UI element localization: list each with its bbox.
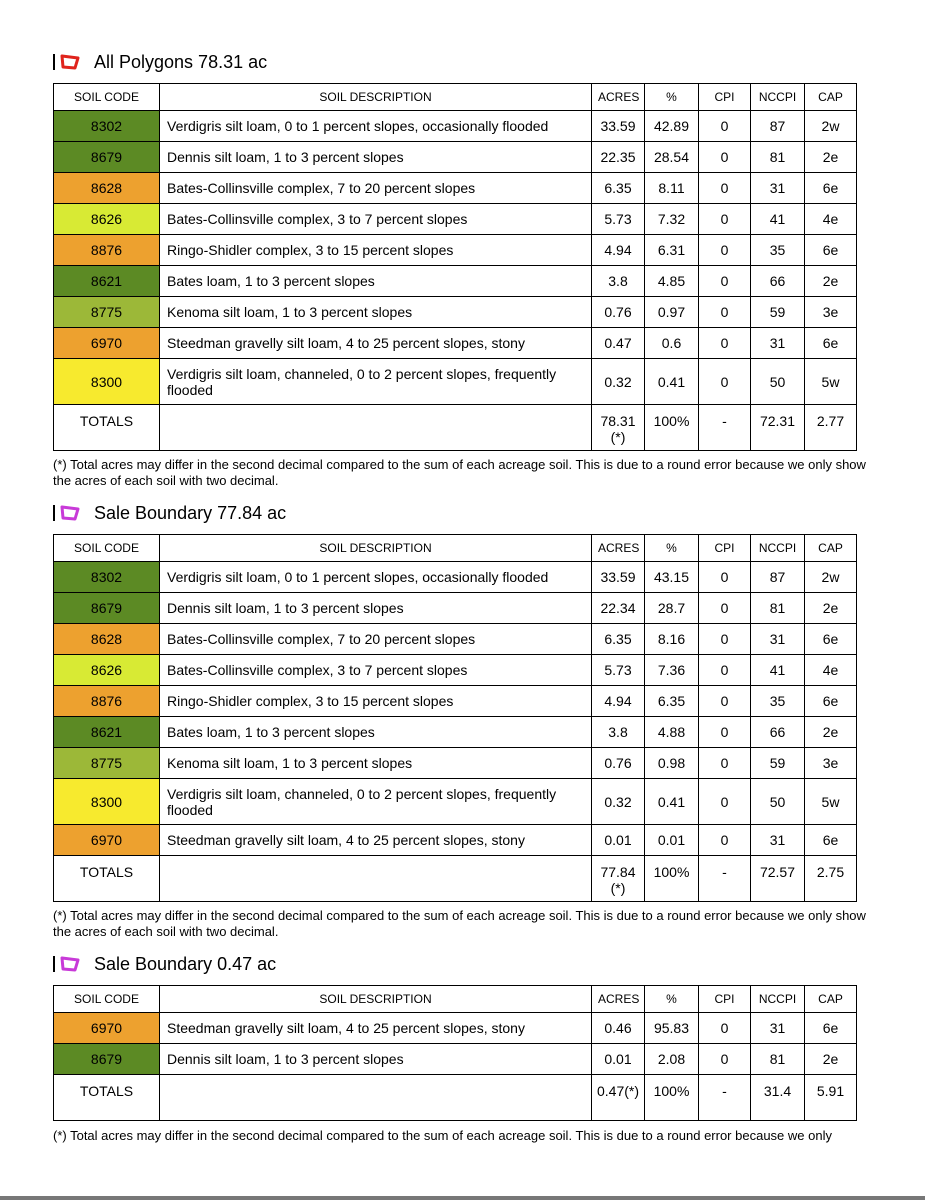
- soil-code-cell: 8628: [54, 173, 160, 204]
- soil-description-cell: Dennis silt loam, 1 to 3 percent slopes: [160, 593, 592, 624]
- percent-cell: 0.98: [645, 748, 699, 779]
- nccpi-cell: 87: [751, 562, 805, 593]
- totals-label: TOTALS: [54, 405, 160, 451]
- soil-description-cell: Kenoma silt loam, 1 to 3 percent slopes: [160, 748, 592, 779]
- nccpi-cell: 66: [751, 717, 805, 748]
- header-cpi: CPI: [699, 986, 751, 1013]
- percent-cell: 8.11: [645, 173, 699, 204]
- soil-code-cell: 8621: [54, 266, 160, 297]
- cpi-cell: 0: [699, 593, 751, 624]
- polygon-magenta-icon: [60, 956, 80, 972]
- acres-cell: 3.8: [592, 266, 645, 297]
- cpi-cell: 0: [699, 686, 751, 717]
- cpi-cell: 0: [699, 1013, 751, 1044]
- percent-cell: 0.41: [645, 359, 699, 405]
- title-bar-divider: [53, 54, 55, 70]
- table-row: [54, 142, 857, 173]
- totals-cpi: -: [699, 405, 751, 451]
- soil-description-cell: Steedman gravelly silt loam, 4 to 25 percent slopes, stony: [160, 825, 592, 856]
- nccpi-cell: 81: [751, 142, 805, 173]
- acres-cell: 0.32: [592, 779, 645, 825]
- nccpi-cell: 87: [751, 111, 805, 142]
- cpi-cell: 0: [699, 655, 751, 686]
- soil-description-cell: Steedman gravelly silt loam, 4 to 25 percent slopes, stony: [160, 1013, 592, 1044]
- table-row: [54, 111, 857, 142]
- header-acres: ACRES: [592, 84, 645, 111]
- cap-cell: 3e: [805, 748, 857, 779]
- percent-cell: 0.01: [645, 825, 699, 856]
- header-cap: CAP: [805, 535, 857, 562]
- totals-row: [54, 856, 857, 902]
- cap-cell: 6e: [805, 1013, 857, 1044]
- soil-description-cell: Bates-Collinsville complex, 3 to 7 percent slopes: [160, 655, 592, 686]
- cpi-cell: 0: [699, 266, 751, 297]
- nccpi-cell: 31: [751, 825, 805, 856]
- acres-cell: 0.76: [592, 748, 645, 779]
- soil-description-cell: Bates-Collinsville complex, 3 to 7 percent slopes: [160, 204, 592, 235]
- nccpi-cell: 31: [751, 173, 805, 204]
- cap-cell: 6e: [805, 328, 857, 359]
- acres-cell: 0.46: [592, 1013, 645, 1044]
- soil-description-cell: Kenoma silt loam, 1 to 3 percent slopes: [160, 297, 592, 328]
- soil-description-cell: Verdigris silt loam, channeled, 0 to 2 percent slopes, frequently flooded: [160, 779, 592, 825]
- header-cpi: CPI: [699, 84, 751, 111]
- nccpi-cell: 50: [751, 359, 805, 405]
- totals-percent: 100%: [645, 1075, 699, 1121]
- cap-cell: 6e: [805, 686, 857, 717]
- title-bar-divider: [53, 505, 55, 521]
- acres-cell: 0.01: [592, 1044, 645, 1075]
- cap-cell: 2w: [805, 111, 857, 142]
- header-soil-description: SOIL DESCRIPTION: [160, 535, 592, 562]
- totals-cpi: -: [699, 1075, 751, 1121]
- soil-code-cell: 6970: [54, 825, 160, 856]
- soil-code-cell: 8302: [54, 111, 160, 142]
- totals-percent: 100%: [645, 856, 699, 902]
- header-nccpi: NCCPI: [751, 84, 805, 111]
- cap-cell: 2w: [805, 562, 857, 593]
- acres-cell: 0.47: [592, 328, 645, 359]
- table-row: [54, 266, 857, 297]
- percent-cell: 8.16: [645, 624, 699, 655]
- soil-code-cell: 6970: [54, 1013, 160, 1044]
- header-soil-code: SOIL CODE: [54, 986, 160, 1013]
- table-header-row: [54, 986, 857, 1013]
- table-row: [54, 359, 857, 405]
- cpi-cell: 0: [699, 359, 751, 405]
- soil-description-cell: Bates-Collinsville complex, 7 to 20 percent slopes: [160, 624, 592, 655]
- header-nccpi: NCCPI: [751, 986, 805, 1013]
- table-row: [54, 1044, 857, 1075]
- polygon-red-icon: [60, 54, 80, 70]
- percent-cell: 7.36: [645, 655, 699, 686]
- header-soil-description: SOIL DESCRIPTION: [160, 986, 592, 1013]
- acres-cell: 3.8: [592, 717, 645, 748]
- nccpi-cell: 66: [751, 266, 805, 297]
- table-row: [54, 328, 857, 359]
- totals-row: [54, 1075, 857, 1121]
- table-row: [54, 717, 857, 748]
- cap-cell: 2e: [805, 593, 857, 624]
- nccpi-cell: 41: [751, 204, 805, 235]
- soil-code-cell: 8876: [54, 686, 160, 717]
- cap-cell: 2e: [805, 717, 857, 748]
- soil-code-cell: 8876: [54, 235, 160, 266]
- soil-code-cell: 8679: [54, 593, 160, 624]
- section-title: [53, 952, 276, 976]
- header-cap: CAP: [805, 986, 857, 1013]
- soil-description-cell: Bates loam, 1 to 3 percent slopes: [160, 717, 592, 748]
- cpi-cell: 0: [699, 173, 751, 204]
- cpi-cell: 0: [699, 204, 751, 235]
- acres-cell: 4.94: [592, 235, 645, 266]
- soil-table: [53, 534, 857, 902]
- percent-cell: 43.15: [645, 562, 699, 593]
- cpi-cell: 0: [699, 717, 751, 748]
- soil-description-cell: Verdigris silt loam, 0 to 1 percent slopes, occasionally flooded: [160, 111, 592, 142]
- totals-blank-cell: [160, 856, 592, 902]
- table-row: [54, 593, 857, 624]
- nccpi-cell: 50: [751, 779, 805, 825]
- soil-code-cell: 8300: [54, 779, 160, 825]
- table-row: [54, 173, 857, 204]
- soil-code-cell: 8626: [54, 204, 160, 235]
- table-row: [54, 748, 857, 779]
- totals-acres: 0.47(*): [592, 1075, 645, 1121]
- cpi-cell: 0: [699, 748, 751, 779]
- soil-description-cell: Dennis silt loam, 1 to 3 percent slopes: [160, 1044, 592, 1075]
- totals-percent: 100%: [645, 405, 699, 451]
- table-row: [54, 825, 857, 856]
- header-percent: %: [645, 84, 699, 111]
- percent-cell: 28.54: [645, 142, 699, 173]
- soil-code-cell: 8621: [54, 717, 160, 748]
- header-cpi: CPI: [699, 535, 751, 562]
- acres-cell: 5.73: [592, 204, 645, 235]
- nccpi-cell: 35: [751, 235, 805, 266]
- table-row: [54, 297, 857, 328]
- percent-cell: 42.89: [645, 111, 699, 142]
- cap-cell: 2e: [805, 266, 857, 297]
- totals-label: TOTALS: [54, 856, 160, 902]
- percent-cell: 4.88: [645, 717, 699, 748]
- cpi-cell: 0: [699, 779, 751, 825]
- cpi-cell: 0: [699, 624, 751, 655]
- percent-cell: 6.31: [645, 235, 699, 266]
- totals-blank-cell: [160, 405, 592, 451]
- soil-code-cell: 8775: [54, 297, 160, 328]
- table-row: [54, 624, 857, 655]
- percent-cell: 0.97: [645, 297, 699, 328]
- table-row: [54, 204, 857, 235]
- acres-cell: 0.01: [592, 825, 645, 856]
- totals-acres: 78.31(*): [592, 405, 645, 451]
- acres-cell: 22.34: [592, 593, 645, 624]
- header-percent: %: [645, 986, 699, 1013]
- acres-cell: 4.94: [592, 686, 645, 717]
- nccpi-cell: 31: [751, 328, 805, 359]
- totals-cap: 2.75: [805, 856, 857, 902]
- section-title: [53, 501, 286, 525]
- totals-row: [54, 405, 857, 451]
- nccpi-cell: 81: [751, 593, 805, 624]
- nccpi-cell: 59: [751, 748, 805, 779]
- cpi-cell: 0: [699, 297, 751, 328]
- header-acres: ACRES: [592, 986, 645, 1013]
- soil-description-cell: Verdigris silt loam, 0 to 1 percent slopes, occasionally flooded: [160, 562, 592, 593]
- table-row: [54, 562, 857, 593]
- header-acres: ACRES: [592, 535, 645, 562]
- cpi-cell: 0: [699, 111, 751, 142]
- soil-code-cell: 8302: [54, 562, 160, 593]
- acres-cell: 6.35: [592, 624, 645, 655]
- soil-description-cell: Bates loam, 1 to 3 percent slopes: [160, 266, 592, 297]
- cap-cell: 2e: [805, 142, 857, 173]
- totals-acres: 77.84(*): [592, 856, 645, 902]
- section-title-text: Sale Boundary 77.84 ac: [94, 502, 287, 523]
- footnote: (*) Total acres may differ in the second decimal compared to the sum of each acreage soil. This is due to a round error because we only show the acres of each soil with two decimal.: [53, 908, 866, 939]
- footnote: (*) Total acres may differ in the second decimal compared to the sum of each acreage soil. This is due to a round error because we only: [53, 1128, 832, 1143]
- header-soil-description: SOIL DESCRIPTION: [160, 84, 592, 111]
- header-soil-code: SOIL CODE: [54, 535, 160, 562]
- percent-cell: 0.6: [645, 328, 699, 359]
- soil-description-cell: Verdigris silt loam, channeled, 0 to 2 percent slopes, frequently flooded: [160, 359, 592, 405]
- nccpi-cell: 31: [751, 1013, 805, 1044]
- table-row: [54, 655, 857, 686]
- percent-cell: 6.35: [645, 686, 699, 717]
- totals-blank-cell: [160, 1075, 592, 1121]
- cap-cell: 5w: [805, 779, 857, 825]
- acres-cell: 33.59: [592, 111, 645, 142]
- soil-code-cell: 8628: [54, 624, 160, 655]
- cap-cell: 6e: [805, 235, 857, 266]
- page-bottom-rule: [0, 1196, 925, 1200]
- cpi-cell: 0: [699, 328, 751, 359]
- cap-cell: 6e: [805, 825, 857, 856]
- cpi-cell: 0: [699, 235, 751, 266]
- section-title: [53, 50, 267, 74]
- soil-code-cell: 8300: [54, 359, 160, 405]
- soil-code-cell: 8626: [54, 655, 160, 686]
- cpi-cell: 0: [699, 562, 751, 593]
- soil-description-cell: Steedman gravelly silt loam, 4 to 25 percent slopes, stony: [160, 328, 592, 359]
- cap-cell: 5w: [805, 359, 857, 405]
- nccpi-cell: 41: [751, 655, 805, 686]
- table-row: [54, 779, 857, 825]
- cpi-cell: 0: [699, 1044, 751, 1075]
- totals-label: TOTALS: [54, 1075, 160, 1121]
- nccpi-cell: 31: [751, 624, 805, 655]
- totals-cap: 2.77: [805, 405, 857, 451]
- soil-description-cell: Ringo-Shidler complex, 3 to 15 percent slopes: [160, 686, 592, 717]
- soil-table: [53, 985, 857, 1121]
- cap-cell: 6e: [805, 624, 857, 655]
- cpi-cell: 0: [699, 142, 751, 173]
- percent-cell: 28.7: [645, 593, 699, 624]
- header-percent: %: [645, 535, 699, 562]
- nccpi-cell: 59: [751, 297, 805, 328]
- table-row: [54, 235, 857, 266]
- soil-code-cell: 8679: [54, 142, 160, 173]
- soil-code-cell: 8679: [54, 1044, 160, 1075]
- acres-cell: 22.35: [592, 142, 645, 173]
- footnote: (*) Total acres may differ in the second decimal compared to the sum of each acreage soil. This is due to a round error because we only show the acres of each soil with two decimal.: [53, 457, 866, 488]
- table-header-row: [54, 535, 857, 562]
- table-header-row: [54, 84, 857, 111]
- totals-nccpi: 72.57: [751, 856, 805, 902]
- acres-cell: 0.76: [592, 297, 645, 328]
- totals-nccpi: 31.4: [751, 1075, 805, 1121]
- totals-cpi: -: [699, 856, 751, 902]
- percent-cell: 95.83: [645, 1013, 699, 1044]
- polygon-magenta-icon: [60, 505, 80, 521]
- soil-code-cell: 6970: [54, 328, 160, 359]
- section-title-text: Sale Boundary 0.47 ac: [94, 953, 277, 974]
- soil-description-cell: Bates-Collinsville complex, 7 to 20 percent slopes: [160, 173, 592, 204]
- percent-cell: 4.85: [645, 266, 699, 297]
- acres-cell: 6.35: [592, 173, 645, 204]
- cap-cell: 2e: [805, 1044, 857, 1075]
- nccpi-cell: 81: [751, 1044, 805, 1075]
- cap-cell: 3e: [805, 297, 857, 328]
- percent-cell: 7.32: [645, 204, 699, 235]
- percent-cell: 0.41: [645, 779, 699, 825]
- soil-table: [53, 83, 857, 451]
- nccpi-cell: 35: [751, 686, 805, 717]
- acres-cell: 33.59: [592, 562, 645, 593]
- totals-cap: 5.91: [805, 1075, 857, 1121]
- acres-cell: 0.32: [592, 359, 645, 405]
- acres-cell: 5.73: [592, 655, 645, 686]
- percent-cell: 2.08: [645, 1044, 699, 1075]
- header-cap: CAP: [805, 84, 857, 111]
- table-row: [54, 686, 857, 717]
- header-soil-code: SOIL CODE: [54, 84, 160, 111]
- table-row: [54, 1013, 857, 1044]
- soil-code-cell: 8775: [54, 748, 160, 779]
- cap-cell: 6e: [805, 173, 857, 204]
- cap-cell: 4e: [805, 204, 857, 235]
- title-bar-divider: [53, 956, 55, 972]
- cpi-cell: 0: [699, 825, 751, 856]
- section-title-text: All Polygons 78.31 ac: [94, 51, 268, 72]
- totals-nccpi: 72.31: [751, 405, 805, 451]
- soil-description-cell: Ringo-Shidler complex, 3 to 15 percent slopes: [160, 235, 592, 266]
- cap-cell: 4e: [805, 655, 857, 686]
- header-nccpi: NCCPI: [751, 535, 805, 562]
- soil-description-cell: Dennis silt loam, 1 to 3 percent slopes: [160, 142, 592, 173]
